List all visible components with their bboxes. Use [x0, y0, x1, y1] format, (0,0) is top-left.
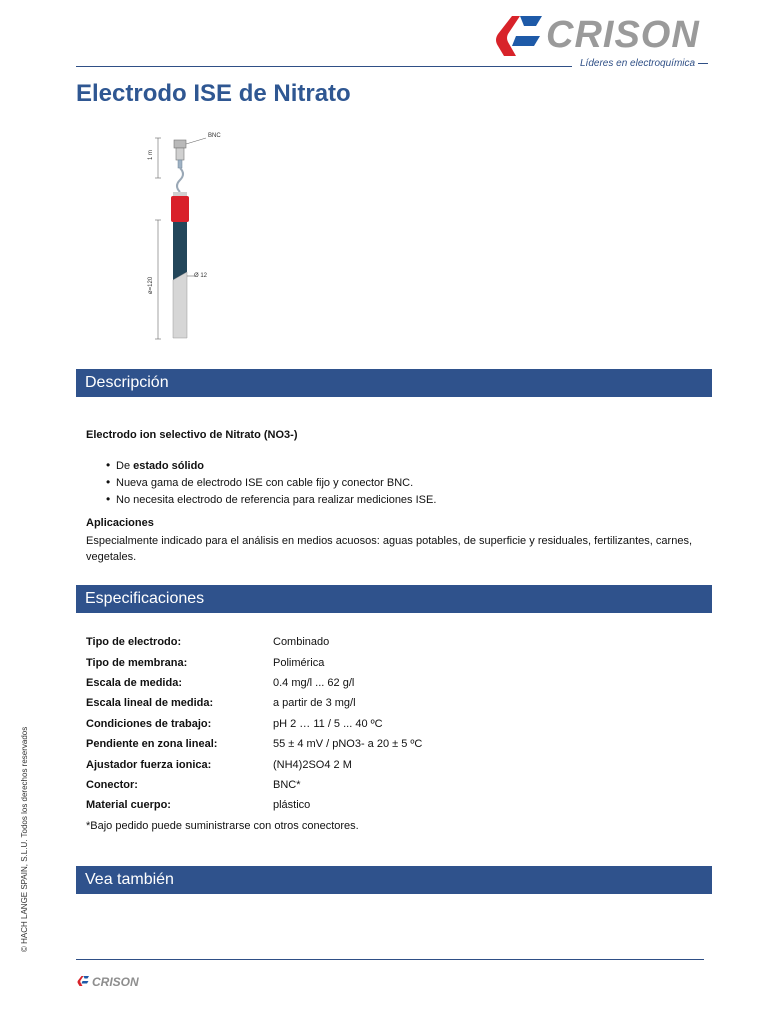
description-title: Electrodo ion selectivo de Nitrato (NO3-)	[86, 429, 298, 441]
description-bullets	[106, 457, 436, 508]
bullet-referencia: • No necesita electrodo de referencia para realizar mediciones ISE.	[106, 491, 436, 508]
table-row	[86, 795, 422, 815]
table-row	[86, 632, 422, 652]
cable-length-label: 1 m	[148, 149, 154, 160]
table-row	[86, 693, 422, 713]
table-row	[86, 673, 422, 693]
page-title: Electrodo ISE de Nitrato	[76, 80, 351, 107]
copyright-text: © HACH LANGE SPAIN, S.L.U. Todos los derechos reservados	[20, 726, 29, 952]
table-row	[86, 652, 422, 672]
spec-label: Escala de medida:	[86, 676, 182, 689]
spec-value: pH 2 … 11 / 5 ... 40 ºC	[273, 717, 383, 730]
specs-table	[86, 632, 422, 816]
crison-logo-icon	[490, 12, 546, 60]
spec-value: Polimérica	[273, 656, 325, 669]
spec-label: Tipo de electrodo:	[86, 636, 182, 649]
body-length-label: ø=120	[148, 276, 154, 294]
section-descripcion: Descripción	[76, 369, 712, 397]
header-brand: CRISON	[546, 14, 700, 56]
section-especificaciones: Especificaciones	[76, 585, 712, 613]
spec-label: Escala lineal de medida:	[86, 697, 214, 710]
header-slogan: Líderes en electroquímica	[580, 58, 708, 69]
table-row	[86, 775, 422, 795]
spec-label: Pendiente en zona lineal:	[86, 738, 218, 751]
spec-label: Conector:	[86, 778, 138, 791]
footer-logo-icon	[76, 974, 90, 988]
spec-label: Tipo de membrana:	[86, 656, 188, 669]
electrode-diagram	[140, 126, 260, 346]
spec-value: BNC*	[273, 778, 301, 791]
table-row	[86, 714, 422, 734]
table-row	[86, 734, 422, 754]
bullet-estado-solido: • De estado sólido	[106, 457, 436, 474]
spec-label: Ajustador fuerza ionica:	[86, 758, 212, 771]
footer-divider	[76, 959, 704, 960]
spec-label: Condiciones de trabajo:	[86, 717, 212, 730]
spec-value: 0.4 mg/l ... 62 g/l	[273, 676, 355, 689]
bullet-nueva-gama: • Nueva gama de electrodo ISE con cable fijo y conector BNC.	[106, 474, 436, 491]
spec-value: 55 ± 4 mV / pNO3- a 20 ± 5 ºC	[273, 738, 423, 751]
connector-label: BNC	[208, 133, 221, 139]
diameter-label: Ø 12	[194, 273, 208, 279]
section-vea-tambien: Vea también	[76, 866, 712, 894]
table-row	[86, 754, 422, 774]
applications-text: Especialmente indicado para el análisis en medios acuosos: aguas potables, de superficie y residuales, fertilizantes, carnes, vegetales.	[86, 535, 692, 563]
footer-brand: CRISON	[92, 975, 139, 989]
header-divider	[76, 66, 572, 67]
applications-title: Aplicaciones	[86, 517, 154, 529]
spec-value: (NH4)2SO4 2 M	[273, 758, 352, 771]
spec-value: a partir de 3 mg/l	[273, 697, 356, 710]
spec-label: Material cuerpo:	[86, 799, 171, 812]
spec-value: plástico	[273, 799, 311, 812]
spec-value: Combinado	[273, 636, 330, 649]
specs-note: *Bajo pedido puede suministrarse con otros conectores.	[86, 820, 359, 832]
